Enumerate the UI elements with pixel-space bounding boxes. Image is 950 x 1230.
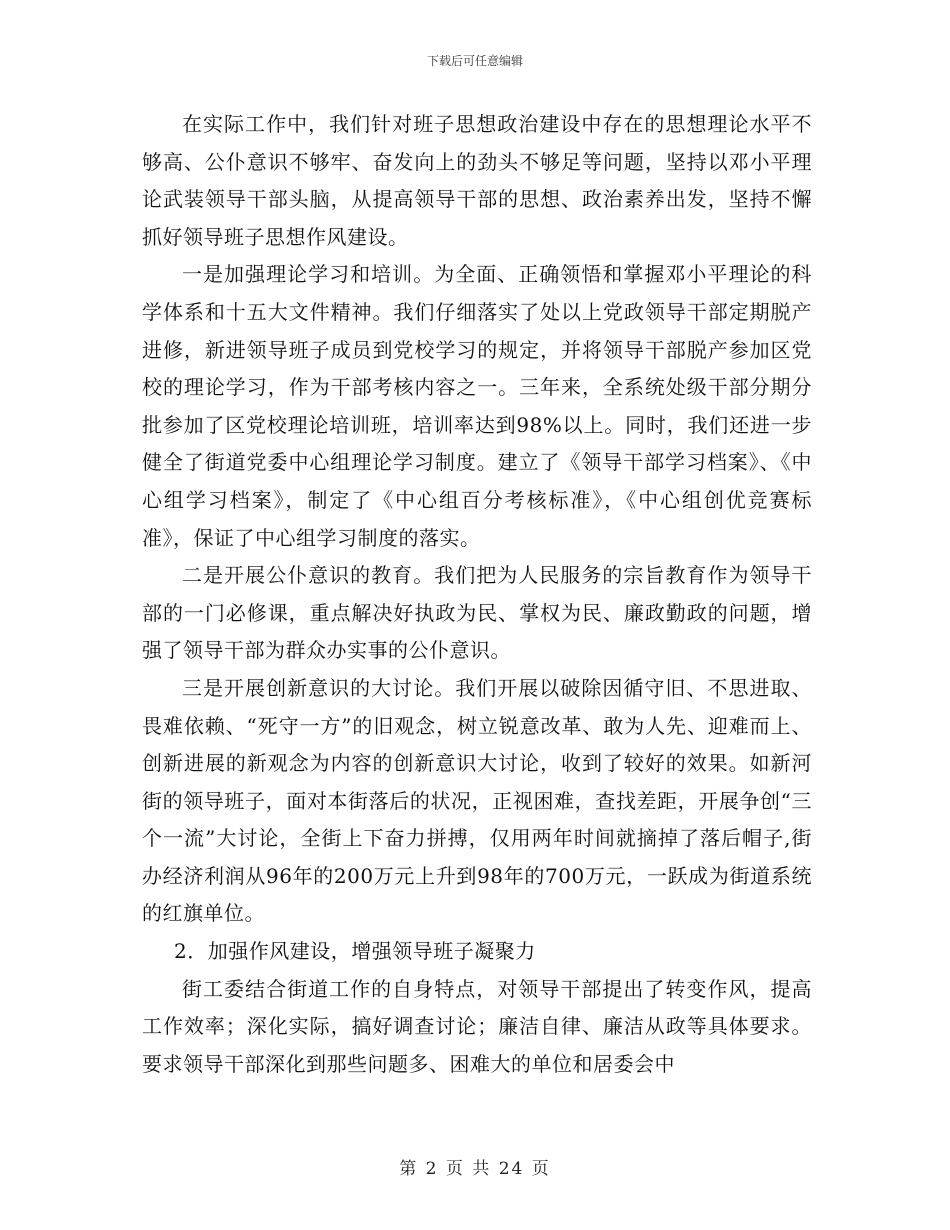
document-body	[142, 106, 812, 1083]
paragraph-servant-awareness: 二是开展公仆意识的教育。我们把为人民服务的宗旨教育作为领导干部的一门必修课，重点解决好执政为民、掌权为民、廉政勤政的问题，增强了领导干部为群众办实事的公仆意识。	[142, 563, 812, 663]
paragraph-theory-study: 一是加强理论学习和培训。为全面、正确领悟和掌握邓小平理论的科学体系和十五大文件精神。我们仔细落实了处以上党政领导干部定期脱产进修，新进领导班子成员到党校学习的规定，并将领导干部脱产参加区党校的理论学习，作为干部考核内容之一。三年来，全系统处级干部分期分批参加了区党校理论培训班，培训率达到98%以上。同时，我们还进一步健全了街道党委中心组理论学习制度。建立了《领导干部学习档案》、《中心组学习档案》，制定了《中心组百分考核标准》，《中心组创优竞赛标准》，保证了中心组学习制度的落实。	[142, 262, 812, 550]
paragraph-innovation: 三是开展创新意识的大讨论。我们开展以破除因循守旧、不思进取、畏难依赖、“死守一方”的旧观念，树立锐意改革、敢为人先、迎难而上、创新进展的新观念为内容的创新意识大讨论，收到了较好的效果。如新河街的领导班子，面对本街落后的状况，正视困难，查找差距，开展争创“三个一流”大讨论，全街上下奋力拼搏，仅用两年时间就摘掉了落后帽子,街办经济利润从96年的200万元上升到98年的700万元，一跃成为街道系统的红旗单位。	[142, 675, 812, 926]
section-heading: 2．加强作风建设，增强领导班子凝聚力	[174, 939, 536, 964]
paragraph-work-style: 街工委结合街道工作的自身特点，对领导干部提出了转变作风，提高工作效率；深化实际，搞好调查讨论；廉洁自律、廉洁从政等具体要求。要求领导干部深化到那些问题多、困难大的单位和居委会中	[142, 976, 812, 1076]
paragraph-intro: 在实际工作中，我们针对班子思想政治建设中存在的思想理论水平不够高、公仆意识不够牢、奋发向上的劲头不够足等问题，坚持以邓小平理论武装领导干部头脑，从提高领导干部的思想、政治素养出发，坚持不懈抓好领导班子思想作风建设。	[142, 112, 812, 249]
page-number-footer: 第 2 页 共 24 页	[399, 1159, 551, 1179]
page-header-note: 下载后可任意编辑	[426, 54, 523, 68]
